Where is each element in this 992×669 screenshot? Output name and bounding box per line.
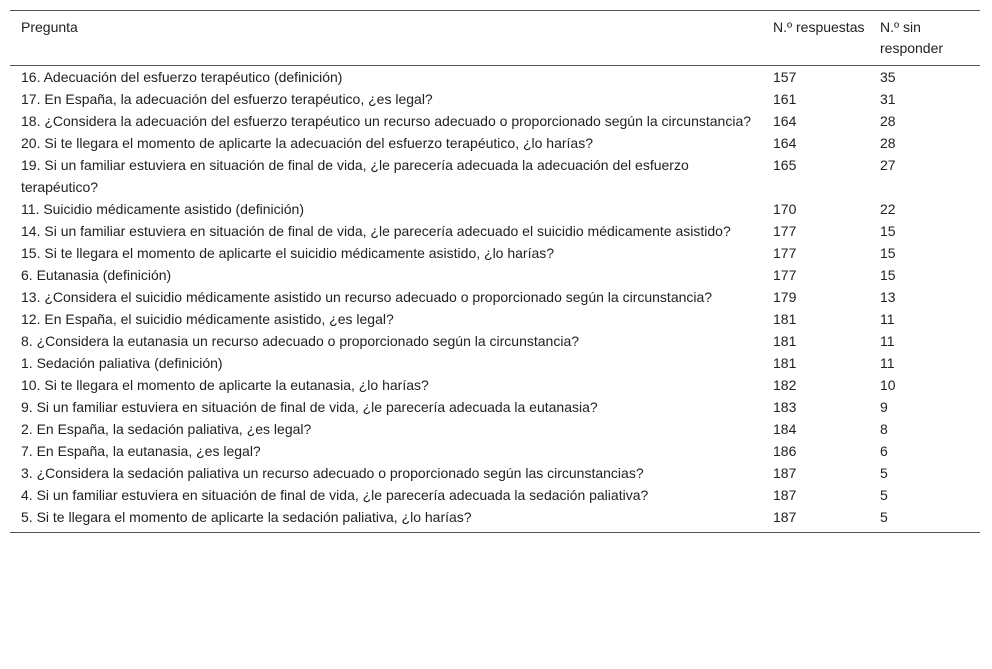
question-cell: 17. En España, la adecuación del esfuerzo terapéutico, ¿es legal? (21, 91, 433, 107)
responses-cell: 186 (773, 443, 797, 459)
header-responses: N.º respuestas (773, 19, 865, 35)
unanswered-cell: 5 (880, 487, 888, 503)
responses-cell: 181 (773, 311, 797, 327)
responses-cell: 177 (773, 245, 797, 261)
unanswered-cell: 13 (880, 289, 896, 305)
responses-cell: 161 (773, 91, 797, 107)
responses-cell: 183 (773, 399, 797, 415)
table-row (10, 352, 980, 374)
responses-cell: 165 (773, 157, 797, 173)
table-row (10, 396, 980, 418)
table-row (10, 198, 980, 220)
unanswered-cell: 27 (880, 157, 896, 173)
table-row (10, 264, 980, 286)
question-cell: 12. En España, el suicidio médicamente asistido, ¿es legal? (21, 311, 394, 327)
table-row (10, 88, 980, 110)
question-cell: 10. Si te llegara el momento de aplicarte la eutanasia, ¿lo harías? (21, 377, 429, 393)
responses-cell: 157 (773, 69, 797, 85)
question-cell: 5. Si te llegara el momento de aplicarte la sedación paliativa, ¿lo harías? (21, 509, 472, 525)
survey-table-container (10, 10, 980, 533)
unanswered-cell: 15 (880, 267, 896, 283)
unanswered-cell: 10 (880, 377, 896, 393)
table-row (10, 66, 980, 89)
unanswered-cell: 5 (880, 509, 888, 525)
unanswered-cell: 15 (880, 245, 896, 261)
unanswered-cell: 11 (880, 333, 895, 349)
question-cell: 11. Suicidio médicamente asistido (definición) (21, 201, 304, 217)
unanswered-cell: 6 (880, 443, 888, 459)
responses-cell: 184 (773, 421, 797, 437)
table-row (10, 418, 980, 440)
question-cell: 4. Si un familiar estuviera en situación de final de vida, ¿le parecería adecuada la sedación paliativa? (21, 487, 649, 503)
question-cell: 2. En España, la sedación paliativa, ¿es legal? (21, 421, 312, 437)
table-row (10, 110, 980, 132)
unanswered-cell: 11 (880, 311, 895, 327)
table-row (10, 484, 980, 506)
question-cell: 13. ¿Considera el suicidio médicamente asistido un recurso adecuado o proporcionado según la circunstancia? (21, 289, 713, 305)
unanswered-cell: 28 (880, 135, 896, 151)
responses-cell: 177 (773, 267, 797, 283)
question-cell: 20. Si te llegara el momento de aplicarte la adecuación del esfuerzo terapéutico, ¿lo harías? (21, 135, 594, 151)
table-row (10, 220, 980, 242)
responses-cell: 187 (773, 509, 797, 525)
responses-cell: 187 (773, 487, 797, 503)
unanswered-cell: 22 (880, 201, 896, 217)
unanswered-cell: 31 (880, 91, 896, 107)
question-cell: 7. En España, la eutanasia, ¿es legal? (21, 443, 261, 459)
table-row (10, 440, 980, 462)
question-cell: 19. Si un familiar estuviera en situación de final de vida, ¿le parecería adecuada la adecuación del esfuerzo terapéutico? (21, 157, 689, 195)
responses-cell: 182 (773, 377, 797, 393)
table-row (10, 374, 980, 396)
unanswered-cell: 9 (880, 399, 888, 415)
table-row (10, 286, 980, 308)
table-header (10, 11, 980, 66)
header-row (10, 11, 980, 66)
table-row (10, 242, 980, 264)
question-cell: 6. Eutanasia (definición) (21, 267, 172, 283)
question-cell: 14. Si un familiar estuviera en situación de final de vida, ¿le parecería adecuado el suicidio médicamente asistido? (21, 223, 731, 239)
survey-responses-table (10, 10, 980, 533)
unanswered-cell: 15 (880, 223, 896, 239)
responses-cell: 179 (773, 289, 797, 305)
unanswered-cell: 5 (880, 465, 888, 481)
question-cell: 8. ¿Considera la eutanasia un recurso adecuado o proporcionado según la circunstancia? (21, 333, 580, 349)
responses-cell: 164 (773, 113, 797, 129)
unanswered-cell: 28 (880, 113, 896, 129)
question-cell: 18. ¿Considera la adecuación del esfuerzo terapéutico un recurso adecuado o proporcionado según la circunstancia? (21, 113, 752, 129)
unanswered-cell: 8 (880, 421, 888, 437)
table-row (10, 462, 980, 484)
header-unanswered: N.º sin responder (880, 19, 944, 56)
question-cell: 3. ¿Considera la sedación paliativa un recurso adecuado o proporcionado según las circunstancias? (21, 465, 644, 481)
responses-cell: 170 (773, 201, 797, 217)
table-row (10, 132, 980, 154)
unanswered-cell: 11 (880, 355, 895, 371)
responses-cell: 181 (773, 355, 797, 371)
question-cell: 9. Si un familiar estuviera en situación de final de vida, ¿le parecería adecuada la eutanasia? (21, 399, 598, 415)
responses-cell: 164 (773, 135, 797, 151)
responses-cell: 187 (773, 465, 797, 481)
question-cell: 1. Sedación paliativa (definición) (21, 355, 223, 371)
table-row (10, 308, 980, 330)
responses-cell: 181 (773, 333, 797, 349)
header-question: Pregunta (21, 19, 78, 35)
table-row (10, 154, 980, 198)
responses-cell: 177 (773, 223, 797, 239)
question-cell: 15. Si te llegara el momento de aplicarte el suicidio médicamente asistido, ¿lo harías? (21, 245, 555, 261)
unanswered-cell: 35 (880, 69, 896, 85)
question-cell: 16. Adecuación del esfuerzo terapéutico (definición) (21, 69, 343, 85)
table-row (10, 506, 980, 533)
table-body (10, 66, 980, 533)
table-row (10, 330, 980, 352)
